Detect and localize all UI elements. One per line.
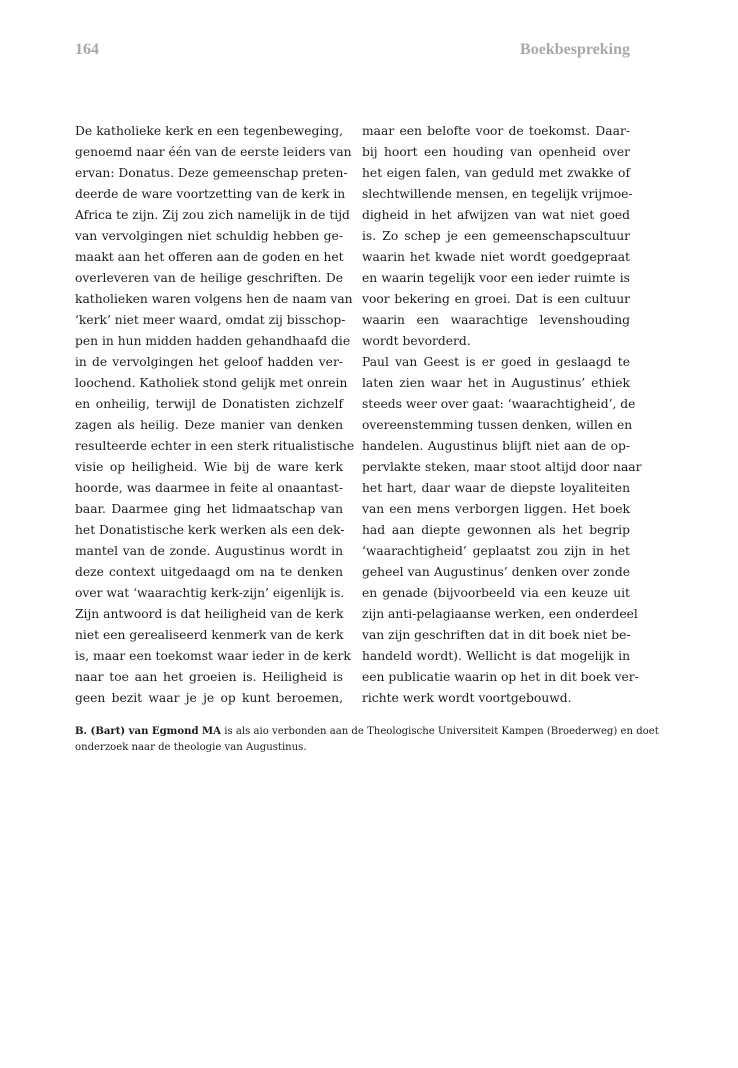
text-line: maar een belofte voor de toekomst. Daar- xyxy=(362,124,630,138)
text-line: naar toe aan het groeien is. Heiligheid is xyxy=(75,670,343,684)
text-line: is, maar een toekomst waar ieder in de kerk xyxy=(75,649,351,663)
text-column-right xyxy=(362,121,642,709)
author-bio-text: is als aio verbonden aan de Theologische Universiteit Kampen (Broederweg) en doet xyxy=(221,726,659,737)
text-line: maakt aan het offeren aan de goden en het xyxy=(75,250,344,264)
text-line: niet een gerealiseerd kenmerk van de kerk xyxy=(75,628,344,642)
text-column-left xyxy=(75,121,355,709)
text-line: in de vervolgingen het geloof hadden ver- xyxy=(75,355,343,369)
text-line: Zijn antwoord is dat heiligheid van de kerk xyxy=(75,607,344,621)
text-line: baar. Daarmee ging het lidmaatschap van xyxy=(75,502,343,516)
text-line: laten zien waar het in Augustinus’ ethiek xyxy=(362,376,630,390)
text-line: deze context uitgedaagd om na te denken xyxy=(75,565,343,579)
text-line: waarin een waarachtige levenshouding xyxy=(362,313,630,327)
text-line: ‘waarachtigheid’ geplaatst zou zijn in het xyxy=(362,544,630,558)
text-line: De katholieke kerk en een tegenbeweging, xyxy=(75,124,343,138)
text-line: waarin het kwade niet wordt goedgepraat xyxy=(362,250,630,264)
running-head: Boekbespreking xyxy=(520,41,630,58)
author-bio-text-continued: onderzoek naar de theologie van Augustinus. xyxy=(75,742,307,753)
text-line: zijn anti-pelagiaanse werken, een onderdeel xyxy=(362,607,638,621)
text-line: hoorde, was daarmee in feite al onaantast- xyxy=(75,481,343,495)
text-line: steeds weer over gaat: ‘waarachtigheid’, de xyxy=(362,397,636,411)
text-line: deerde de ware voortzetting van de kerk in xyxy=(75,187,346,201)
text-line: pen in hun midden hadden gehandhaafd die xyxy=(75,334,351,348)
text-line: loochend. Katholiek stond gelijk met onrein xyxy=(75,376,348,390)
text-line: het hart, daar waar de diepste loyaliteiten xyxy=(362,481,630,495)
text-line: wordt bevorderd. xyxy=(362,334,471,348)
author-name: B. (Bart) van Egmond MA xyxy=(75,726,222,737)
text-line: geen bezit waar je je op kunt beroemen, xyxy=(75,691,343,705)
text-line: geheel van Augustinus’ denken over zonde xyxy=(362,565,630,579)
text-line: bij hoort een houding van openheid over xyxy=(362,145,630,159)
text-line: ervan: Donatus. Deze gemeenschap preten- xyxy=(75,166,348,180)
text-line: handelen. Augustinus blijft niet aan de op- xyxy=(362,439,630,453)
text-line: visie op heiligheid. Wie bij de ware kerk xyxy=(75,460,343,474)
text-line: overleveren van de heilige geschriften. De xyxy=(75,271,343,285)
text-line: slechtwillende mensen, en tegelijk vrijmoe- xyxy=(362,187,633,201)
text-line: voor bekering en groei. Dat is een cultuur xyxy=(362,292,630,306)
text-line: is. Zo schep je een gemeenschapscultuur xyxy=(362,229,630,243)
text-line: richte werk wordt voortgebouwd. xyxy=(362,691,572,705)
text-line: ‘kerk’ niet meer waard, omdat zij bisschop- xyxy=(75,313,346,327)
text-line: van vervolgingen niet schuldig hebben ge- xyxy=(75,229,343,243)
text-line: overeenstemming tussen denken, willen en xyxy=(362,418,633,432)
page-number: 164 xyxy=(75,41,99,58)
text-line: en genade (bijvoorbeeld via een keuze uit xyxy=(362,586,630,600)
author-bio xyxy=(75,724,659,756)
text-line: handeld wordt). Wellicht is dat mogelijk in xyxy=(362,649,630,663)
text-line: digheid in het afwijzen van wat niet goed xyxy=(362,208,630,222)
text-line: pervlakte steken, maar stoot altijd door naar xyxy=(362,460,642,474)
text-line: mantel van de zonde. Augustinus wordt in xyxy=(75,544,343,558)
text-line: katholieken waren volgens hen de naam van xyxy=(75,292,353,306)
text-line: het Donatistische kerk werken als een dek- xyxy=(75,523,345,537)
text-line: genoemd naar één van de eerste leiders van xyxy=(75,145,352,159)
text-line: had aan diepte gewonnen als het begrip xyxy=(362,523,630,537)
text-line: Africa te zijn. Zij zou zich namelijk in de tijd xyxy=(75,208,350,222)
text-line: en onheilig, terwijl de Donatisten zichzelf xyxy=(75,397,343,411)
text-line: over wat ‘waarachtig kerk-zijn’ eigenlijk is. xyxy=(75,586,345,600)
text-line: van zijn geschriften dat in dit boek niet be- xyxy=(362,628,631,642)
text-line: resulteerde echter in een sterk ritualistische xyxy=(75,439,355,453)
text-line: zagen als heilig. Deze manier van denken xyxy=(75,418,343,432)
text-line: en waarin tegelijk voor een ieder ruimte is xyxy=(362,271,630,285)
text-line: een publicatie waarin op het in dit boek ver- xyxy=(362,670,639,684)
text-line: het eigen falen, van geduld met zwakke of xyxy=(362,166,630,180)
text-line: Paul van Geest is er goed in geslaagd te xyxy=(362,355,630,369)
text-line: van een mens verborgen liggen. Het boek xyxy=(362,502,630,516)
